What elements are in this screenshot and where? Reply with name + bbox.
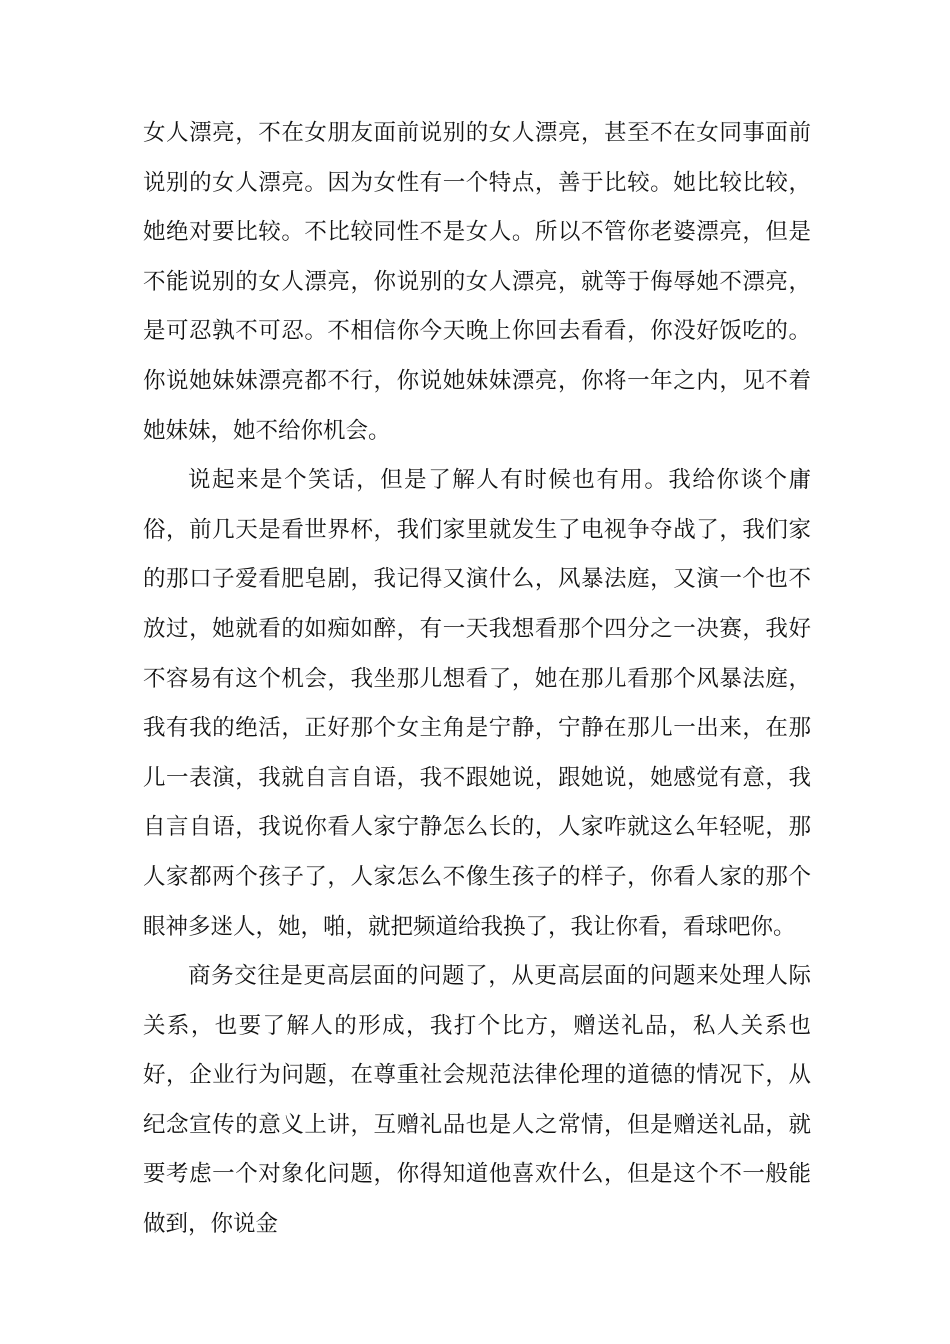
paragraph-3: 商务交往是更高层面的问题了，从更高层面的问题来处理人际关系，也要了解人的形成，我打个比方，赠送礼品，私人关系也好，企业行为问题，在尊重社会规范法律伦理的道德的情况下，从纪念宣传的意义上讲，互赠礼品也是人之常情，但是赠送礼品，就要考虑一个对象化问题，你得知道他喜欢什么，但是这个不一般能做到，你说金 xyxy=(143,963,811,1238)
paragraph-1: 女人漂亮，不在女朋友面前说别的女人漂亮，甚至不在女同事面前说别的女人漂亮。因为女性有一个特点，善于比较。她比较比较，她绝对要比较。不比较同性不是女人。所以不管你老婆漂亮，但是不能说别的女人漂亮，你说别的女人漂亮，就等于侮辱她不漂亮，是可忍孰不可忍。不相信你今天晚上你回去看看，你没好饭吃的。你说她妹妹漂亮都不行，你说她妹妹漂亮，你将一年之内，见不着她妹妹，她不给你机会。 xyxy=(143,120,811,444)
paragraph-2: 说起来是个笑话，但是了解人有时候也有用。我给你谈个庸俗，前几天是看世界杯，我们家里就发生了电视争夺战了，我们家的那口子爱看肥皂剧，我记得又演什么，风暴法庭，又演一个也不放过，她就看的如痴如醉，有一天我想看那个四分之一决赛，我好不容易有这个机会，我坐那儿想看了，她在那儿看那个风暴法庭，我有我的绝活，正好那个女主角是宁静，宁静在那儿一出来，在那儿一表演，我就自言自语，我不跟她说，跟她说，她感觉有意，我自言自语，我说你看人家宁静怎么长的，人家咋就这么年轻呢，那人家都两个孩子了，人家怎么不像生孩子的样子，你看人家的那个眼神多迷人，她，啪，就把频道给我换了，我让你看，看球吧你。 xyxy=(143,467,811,940)
document-body xyxy=(143,109,811,1250)
